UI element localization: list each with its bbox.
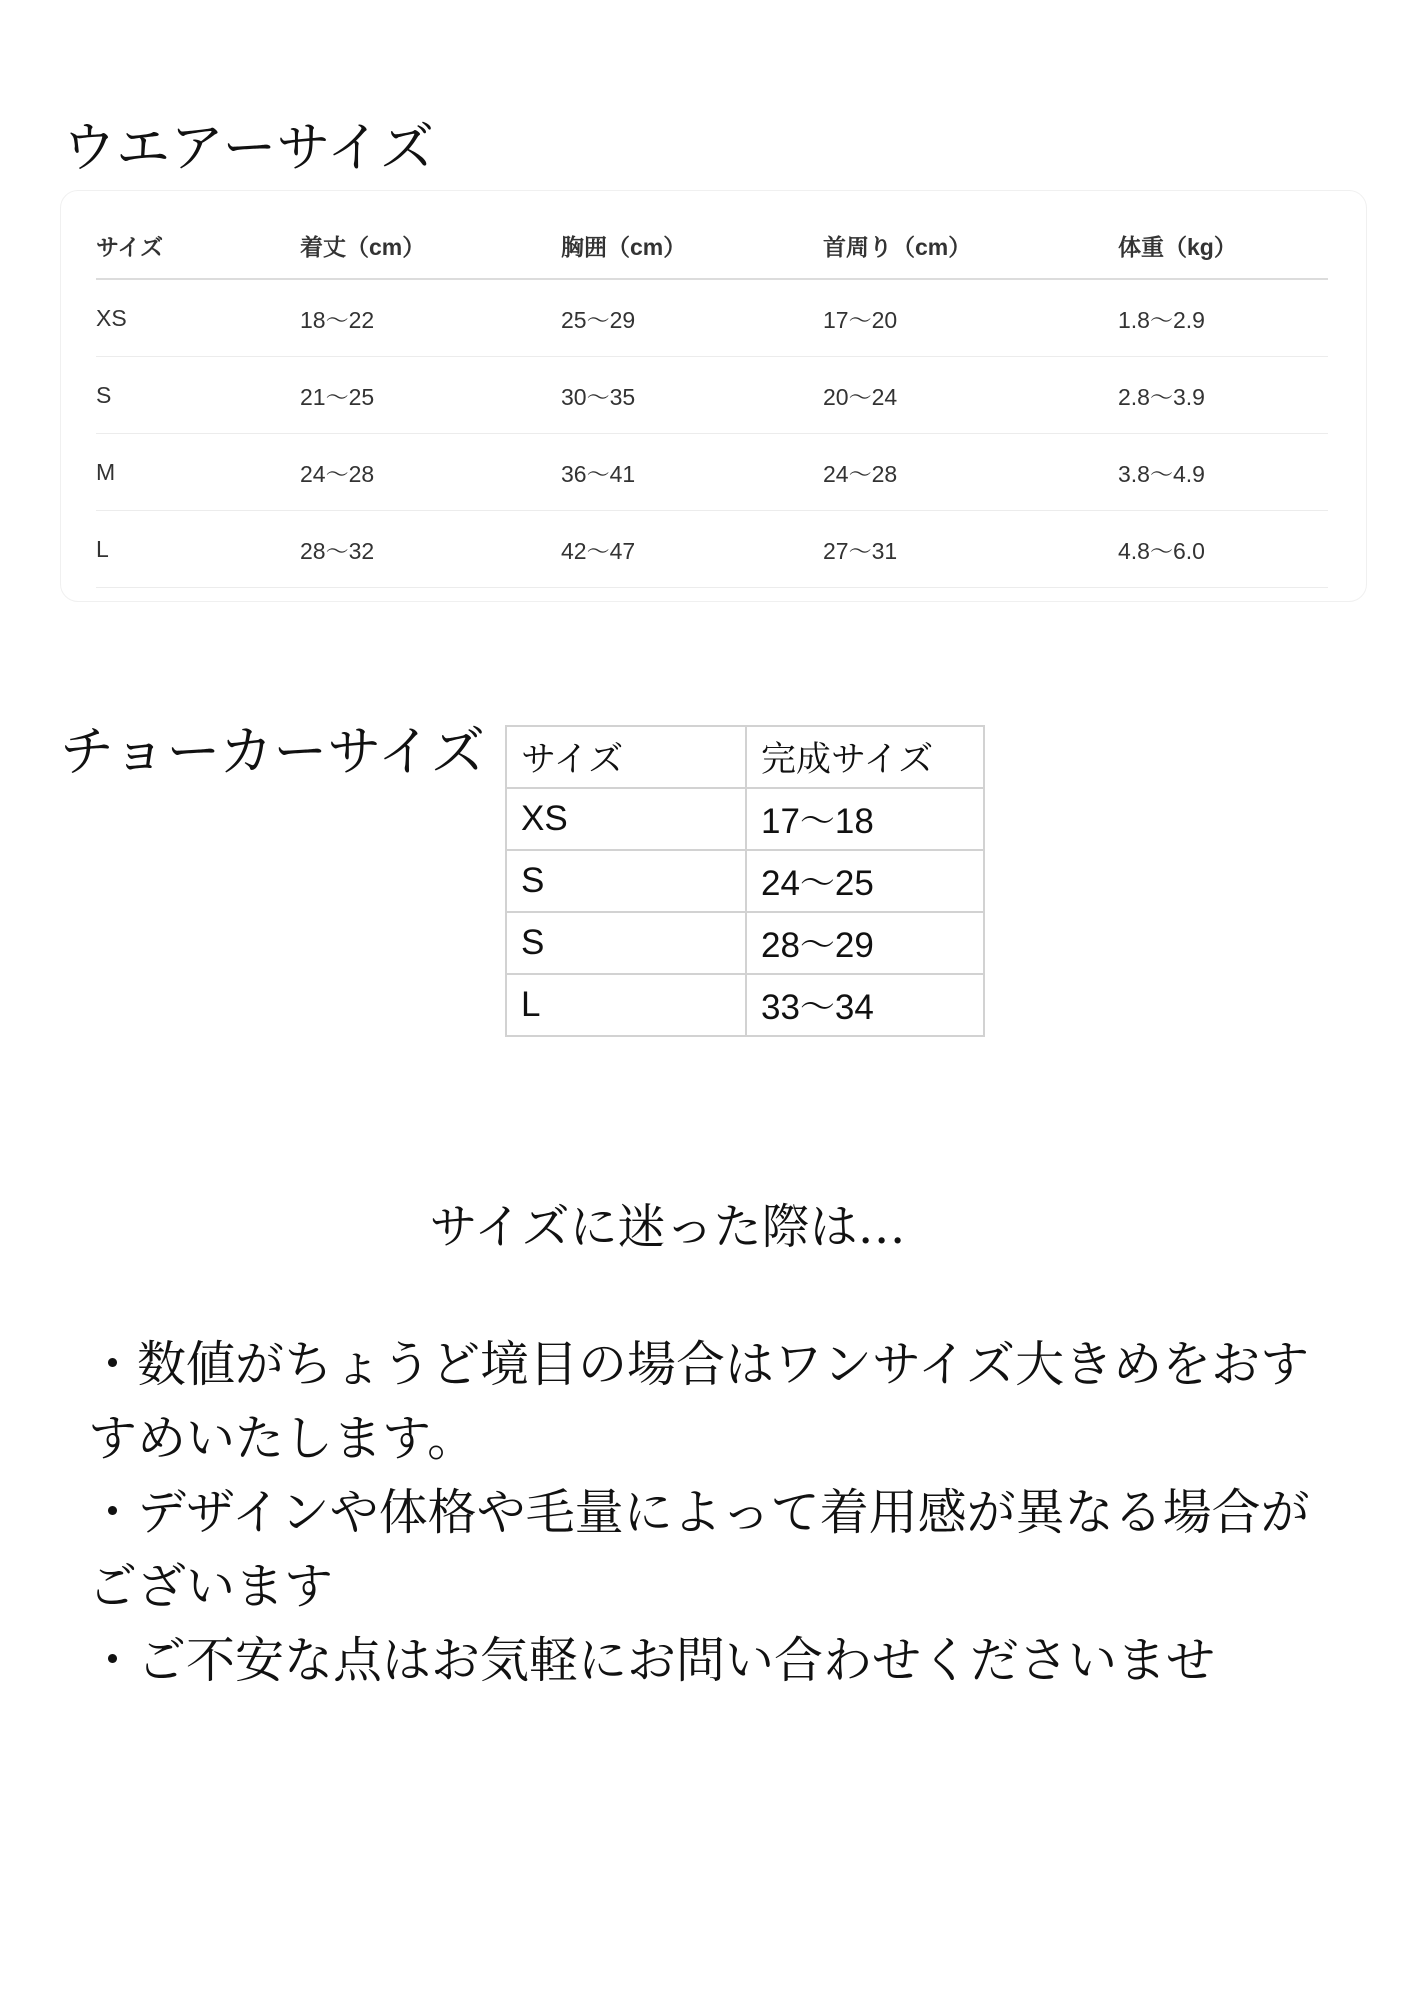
header-chest: 胸囲（cm） [561, 212, 823, 279]
header-weight: 体重（kg） [1118, 212, 1328, 279]
cell-neck: 20〜24 [823, 357, 1118, 434]
size-advice-title: サイズに迷った際は… [429, 1199, 906, 1255]
cell-weight: 4.8〜6.0 [1118, 511, 1328, 588]
cell-finished-size: 17〜18 [746, 788, 984, 850]
table-row [506, 974, 984, 1036]
table-header-row [506, 726, 984, 788]
header-size: サイズ [96, 212, 300, 279]
table-row [96, 357, 1328, 434]
cell-neck: 17〜20 [823, 279, 1118, 357]
cell-chest: 42〜47 [561, 511, 823, 588]
cell-size: XS [506, 788, 746, 850]
cell-size: L [506, 974, 746, 1036]
header-neck: 首周り（cm） [823, 212, 1118, 279]
cell-size: S [96, 357, 300, 434]
cell-finished-size: 33〜34 [746, 974, 984, 1036]
cell-weight: 3.8〜4.9 [1118, 434, 1328, 511]
cell-size: S [506, 912, 746, 974]
cell-length: 28〜32 [300, 511, 561, 588]
table-row [96, 511, 1328, 588]
cell-chest: 30〜35 [561, 357, 823, 434]
cell-chest: 36〜41 [561, 434, 823, 511]
cell-weight: 1.8〜2.9 [1118, 279, 1328, 357]
cell-chest: 25〜29 [561, 279, 823, 357]
table-row [96, 279, 1328, 357]
cell-size: M [96, 434, 300, 511]
advice-item: ・ご不安な点はお気軽にお問い合わせくださいませ [88, 1632, 1216, 1689]
cell-weight: 2.8〜3.9 [1118, 357, 1328, 434]
table-row [96, 434, 1328, 511]
cell-length: 24〜28 [300, 434, 561, 511]
wear-size-table [96, 212, 1328, 588]
choker-size-table [505, 725, 985, 1037]
header-size: サイズ [506, 726, 746, 788]
header-finished-size: 完成サイズ [746, 726, 984, 788]
cell-length: 21〜25 [300, 357, 561, 434]
cell-neck: 27〜31 [823, 511, 1118, 588]
choker-size-title: チョーカーサイズ [60, 720, 485, 783]
cell-size: S [506, 850, 746, 912]
cell-size: L [96, 511, 300, 588]
table-row [506, 788, 984, 850]
wear-size-title: ウエアーサイズ [62, 116, 435, 179]
cell-finished-size: 28〜29 [746, 912, 984, 974]
cell-size: XS [96, 279, 300, 357]
table-header-row [96, 212, 1328, 279]
header-length: 着丈（cm） [300, 212, 561, 279]
advice-item: ・数値がちょうど境目の場合はワンサイズ大きめをおすすめいたします。 [88, 1336, 1310, 1467]
table-row [506, 912, 984, 974]
size-advice-list [88, 1328, 1328, 1698]
advice-item: ・デザインや体格や毛量によって着用感が異なる場合がございます [88, 1484, 1310, 1615]
cell-length: 18〜22 [300, 279, 561, 357]
cell-neck: 24〜28 [823, 434, 1118, 511]
cell-finished-size: 24〜25 [746, 850, 984, 912]
table-row [506, 850, 984, 912]
